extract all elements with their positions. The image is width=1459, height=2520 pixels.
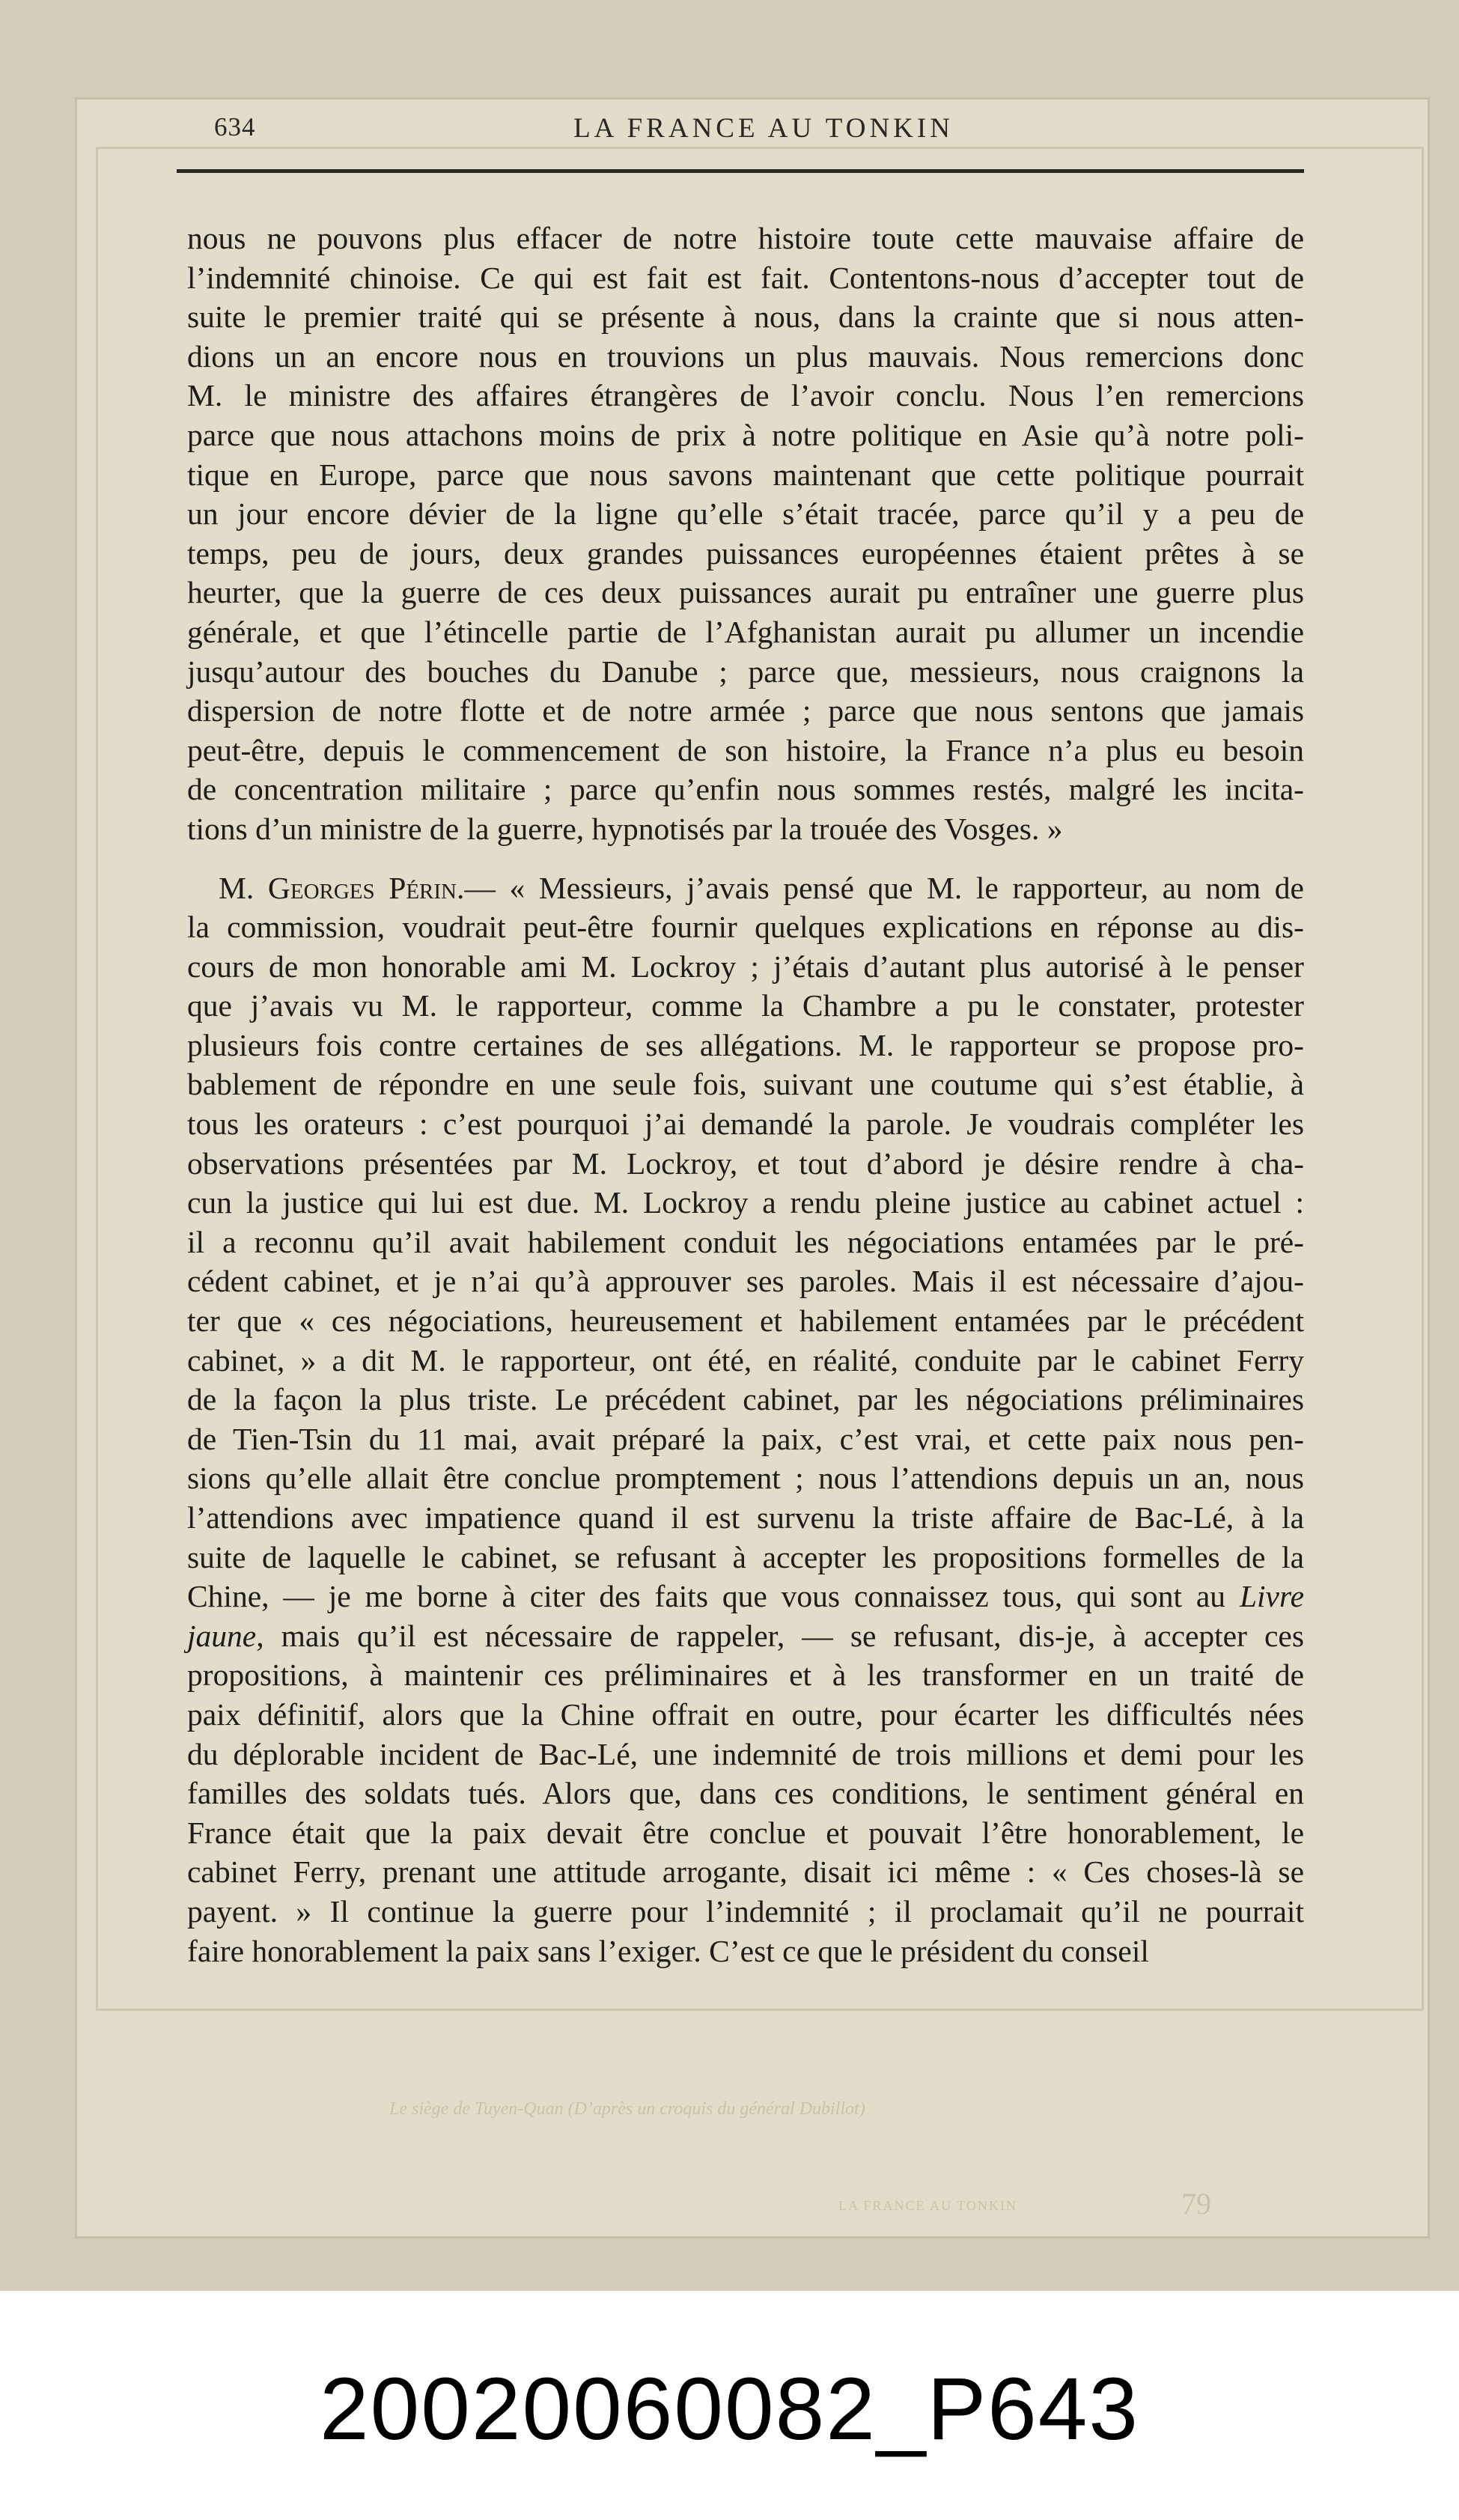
text-line (187, 947, 1304, 987)
text-run: payent. » Il continue la guerre pour l’indemnité ; il proclamait qu’il ne pourrait (187, 1893, 1304, 1929)
text-line (187, 1026, 1304, 1065)
speaker-name: Georges Périn (267, 870, 457, 905)
text-line (187, 1852, 1304, 1892)
text-line (187, 907, 1304, 947)
page-number: 634 (214, 112, 256, 141)
scan-id-caption: 20020060082_P643 (319, 2360, 1140, 2459)
text-line (187, 376, 1304, 416)
text-run: heurter, que la guerre de ces deux puissances aurait pu entraîner une guerre plus (187, 575, 1304, 610)
text-line (187, 1183, 1304, 1223)
text-line (187, 258, 1304, 298)
text-run: suite de laquelle le cabinet, se refusant à accepter les propositions formelles de la (187, 1539, 1304, 1574)
text-run: jusqu’autour des bouches du Danube ; parce que, messieurs, nous craignons la (187, 654, 1304, 689)
text-line (187, 1458, 1304, 1498)
text-line (187, 337, 1304, 377)
text-run: que j’avais vu M. le rapporteur, comme la Chambre a pu le constater, protester (187, 988, 1304, 1023)
text-line (187, 691, 1304, 731)
text-line (187, 1380, 1304, 1419)
text-line (187, 1104, 1304, 1144)
text-run: de concentration militaire ; parce qu’enfin nous sommes restés, malgré les incita- (187, 772, 1304, 807)
text-line (187, 534, 1304, 573)
text-line (187, 455, 1304, 495)
text-run: France était que la paix devait être conclue et pouvait l’être honorablement, le (187, 1815, 1304, 1850)
text-run: l’attendions avec impatience quand il est survenu la triste affaire de Bac-Lé, à la (187, 1500, 1304, 1535)
text-run: l’indemnité chinoise. Ce qui est fait est fait. Contentons-nous d’accepter tout de (187, 260, 1304, 295)
text-line (187, 1655, 1304, 1695)
text-line (187, 1301, 1304, 1341)
text-run: temps, peu de jours, deux grandes puissances européennes étaient prêtes à se (187, 535, 1304, 570)
text-line (187, 1498, 1304, 1538)
text-line (187, 1223, 1304, 1262)
text-run: cun la justice qui lui est due. M. Lockroy a rendu pleine justice au cabinet actuel : (187, 1185, 1304, 1220)
text-run: suite le premier traité qui se présente à nous, dans la crainte que si nous atten- (187, 299, 1304, 335)
text-line (187, 986, 1304, 1026)
text-run: dispersion de notre flotte et de notre armée ; parce que nous sentons que jamais (187, 693, 1304, 728)
text-run: peut-être, depuis le commencement de son histoire, la France n’a plus eu besoin (187, 732, 1304, 767)
text-run: observations présentées par M. Lockroy, et tout d’abord je désire rendre à cha- (187, 1145, 1304, 1181)
text-run: tique en Europe, parce que nous savons maintenant que cette politique pourrait (187, 457, 1304, 492)
text-line (187, 612, 1304, 652)
text-line (187, 1892, 1304, 1932)
text-run: parce que nous attachons moins de prix à notre politique en Asie qu’à notre poli- (187, 417, 1304, 452)
text-run: M. le ministre des affaires étrangères de l’avoir conclu. Nous l’en remercions (187, 378, 1304, 413)
text-line (187, 1616, 1304, 1656)
text-run: paix définitif, alors que la Chine offrait en outre, pour écarter les difficultés nées (187, 1696, 1304, 1732)
running-title: LA FRANCE AU TONKIN (573, 113, 954, 144)
text-run: M. (219, 870, 268, 905)
text-line (187, 1932, 1304, 1971)
text-run: bablement de répondre en une seule fois, suivant une coutume qui s’est établie, à (187, 1067, 1304, 1102)
text-run: du déplorable incident de Bac-Lé, une indemnité de trois millions et demi pour les (187, 1736, 1304, 1771)
text-line (187, 868, 1304, 908)
body-text (187, 219, 1304, 1970)
text-run: ter que « ces négociations, heureusement et habilement entamées par le précédent (187, 1303, 1304, 1339)
text-run: cabinet Ferry, prenant une attitude arrogante, disait ici même : « Ces choses-là se (187, 1854, 1304, 1890)
bleed-through-running-head: LA FRANCE AU TONKIN (838, 2198, 1017, 2213)
text-run: il a reconnu qu’il avait habilement conduit les négociations entamées par le pré- (187, 1224, 1304, 1259)
text-line (187, 1144, 1304, 1184)
text-line (187, 1065, 1304, 1104)
text-run: faire honorablement la paix sans l’exiger. C’est ce que le président du conseil (187, 1933, 1149, 1968)
text-line (187, 1538, 1304, 1577)
text-line (187, 1735, 1304, 1774)
text-run: plusieurs fois contre certaines de ses allégations. M. le rapporteur se propose pro- (187, 1027, 1304, 1062)
text-line (187, 1813, 1304, 1853)
text-run: dions un an encore nous en trouvions un plus mauvais. Nous remercions donc (187, 338, 1304, 374)
text-run: de la façon la plus triste. Le précédent cabinet, par les négociations préliminaires (187, 1382, 1304, 1417)
text-run: générale, et que l’étincelle partie de l’Afghanistan aurait pu allumer un incendie (187, 614, 1304, 649)
text-line (187, 573, 1304, 612)
text-line (187, 652, 1304, 692)
text-line (187, 731, 1304, 770)
text-run: , mais qu’il est nécessaire de rappeler, — se refusant, dis-je, à accepter ces (256, 1618, 1304, 1653)
bleed-through-page-number: 79 (1181, 2187, 1211, 2221)
text-line (187, 809, 1304, 849)
text-line (187, 1341, 1304, 1381)
text-run: cours de mon honorable ami M. Lockroy ; j’étais d’autant plus autorisé à le penser (187, 949, 1304, 984)
text-line (187, 1695, 1304, 1735)
text-run: tous les orateurs : c’est pourquoi j’ai demandé la parole. Je voudrais compléter les (187, 1107, 1304, 1142)
text-line (187, 1419, 1304, 1459)
text-line (187, 494, 1304, 534)
text-run: .— « Messieurs, j’avais pensé que M. le rapporteur, au nom de (457, 870, 1304, 905)
text-run: Chine, — je me borne à citer des faits que vous connaissez tous, qui sont au (187, 1579, 1240, 1614)
text-line (187, 770, 1304, 809)
text-run: de Tien-Tsin du 11 mai, avait préparé la paix, c’est vrai, et cette paix nous pen- (187, 1421, 1304, 1456)
italic-title: Livre (1239, 1579, 1304, 1614)
text-line (187, 416, 1304, 455)
text-line (187, 297, 1304, 337)
text-run: la commission, voudrait peut-être fournir quelques explications en réponse au dis- (187, 910, 1304, 945)
text-run: tions d’un ministre de la guerre, hypnotisés par la trouée des Vosges. » (187, 811, 1063, 846)
text-run: cédent cabinet, et je n’ai qu’à approuver ses paroles. Mais il est nécessaire d’ajou- (187, 1264, 1304, 1299)
text-run: sions qu’elle allait être conclue promptement ; nous l’attendions depuis un an, nous (187, 1461, 1304, 1496)
italic-title: jaune (187, 1618, 257, 1653)
text-line (187, 219, 1304, 258)
text-line (187, 1774, 1304, 1813)
text-line (187, 1261, 1304, 1301)
text-run: nous ne pouvons plus effacer de notre histoire toute cette mauvaise affaire de (187, 221, 1304, 255)
text-run: cabinet, » a dit M. le rapporteur, ont été, en réalité, conduite par le cabinet Ferry (187, 1342, 1304, 1378)
header-rule (177, 169, 1304, 173)
text-run: familles des soldats tués. Alors que, dans ces conditions, le sentiment général en (187, 1776, 1304, 1811)
bleed-through-caption: Le siège de Tuyen-Quan (D’après un croquis du général Dubillot) (389, 2099, 865, 2119)
text-line (187, 1577, 1304, 1616)
text-run: un jour encore dévier de la ligne qu’elle s’était tracée, parce qu’il y a peu de (187, 496, 1304, 532)
text-run: propositions, à maintenir ces préliminaires et à les transformer en un traité de (187, 1658, 1304, 1693)
